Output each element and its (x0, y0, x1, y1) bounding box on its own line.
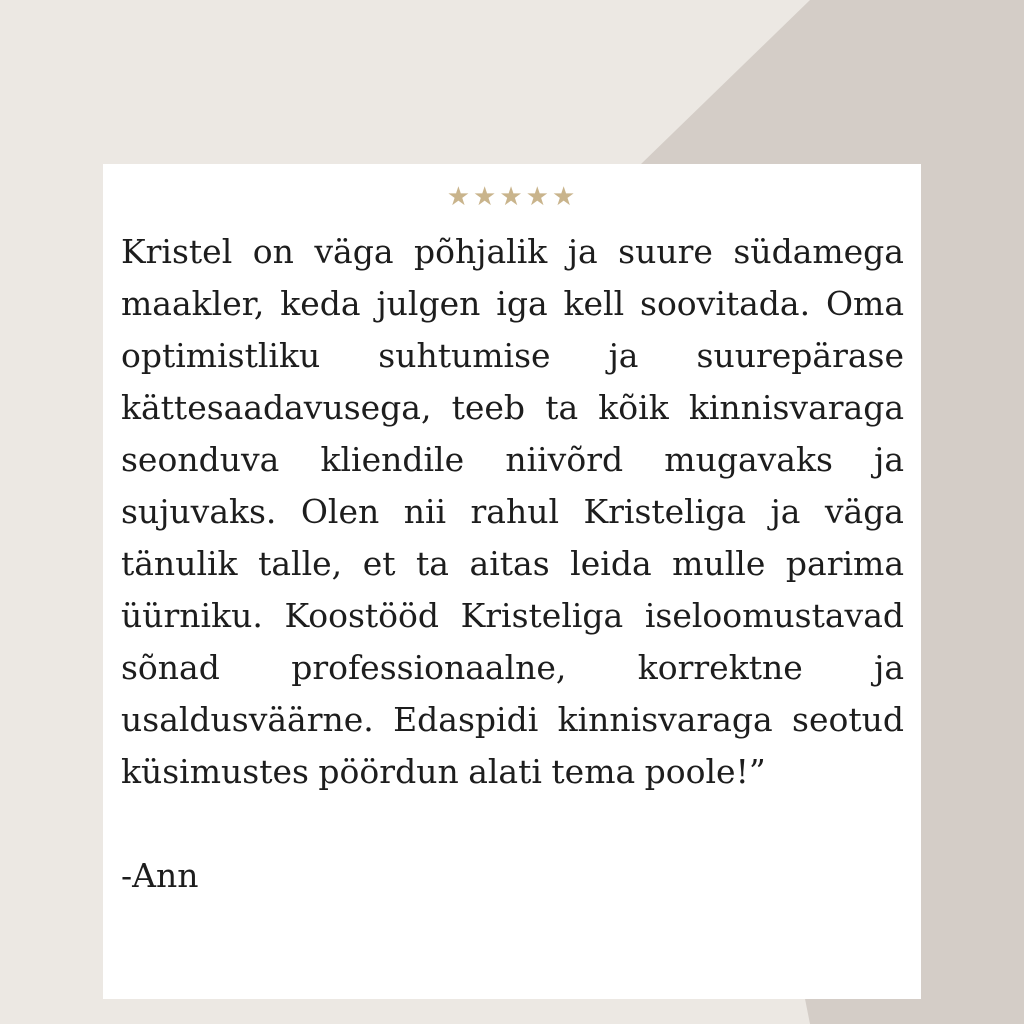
review-text: Kristel on väga põhjalik ja suure südamega maakler, keda julgen iga kell soovitada. Oma optimistliku suhtumise ja suurepärase kättesaadavusega, teeb ta kõik kinnisvaraga seonduva kliendile niivõrd mugavaks ja sujuvaks. Olen nii rahul Kristeliga ja väga tänulik talle, et ta aitas leida mulle parima üürniku. Koostööd Kristeliga iseloomustavad sõnad professionaalne, korrektne ja usaldusväärne. Edaspidi kinnisvaraga seotud küsimustes pöördun alati tema poole!” (121, 232, 904, 791)
testimonial-card (103, 164, 921, 999)
review-author: -Ann (121, 856, 199, 895)
rating-stars: ★★★★★ (446, 182, 579, 212)
